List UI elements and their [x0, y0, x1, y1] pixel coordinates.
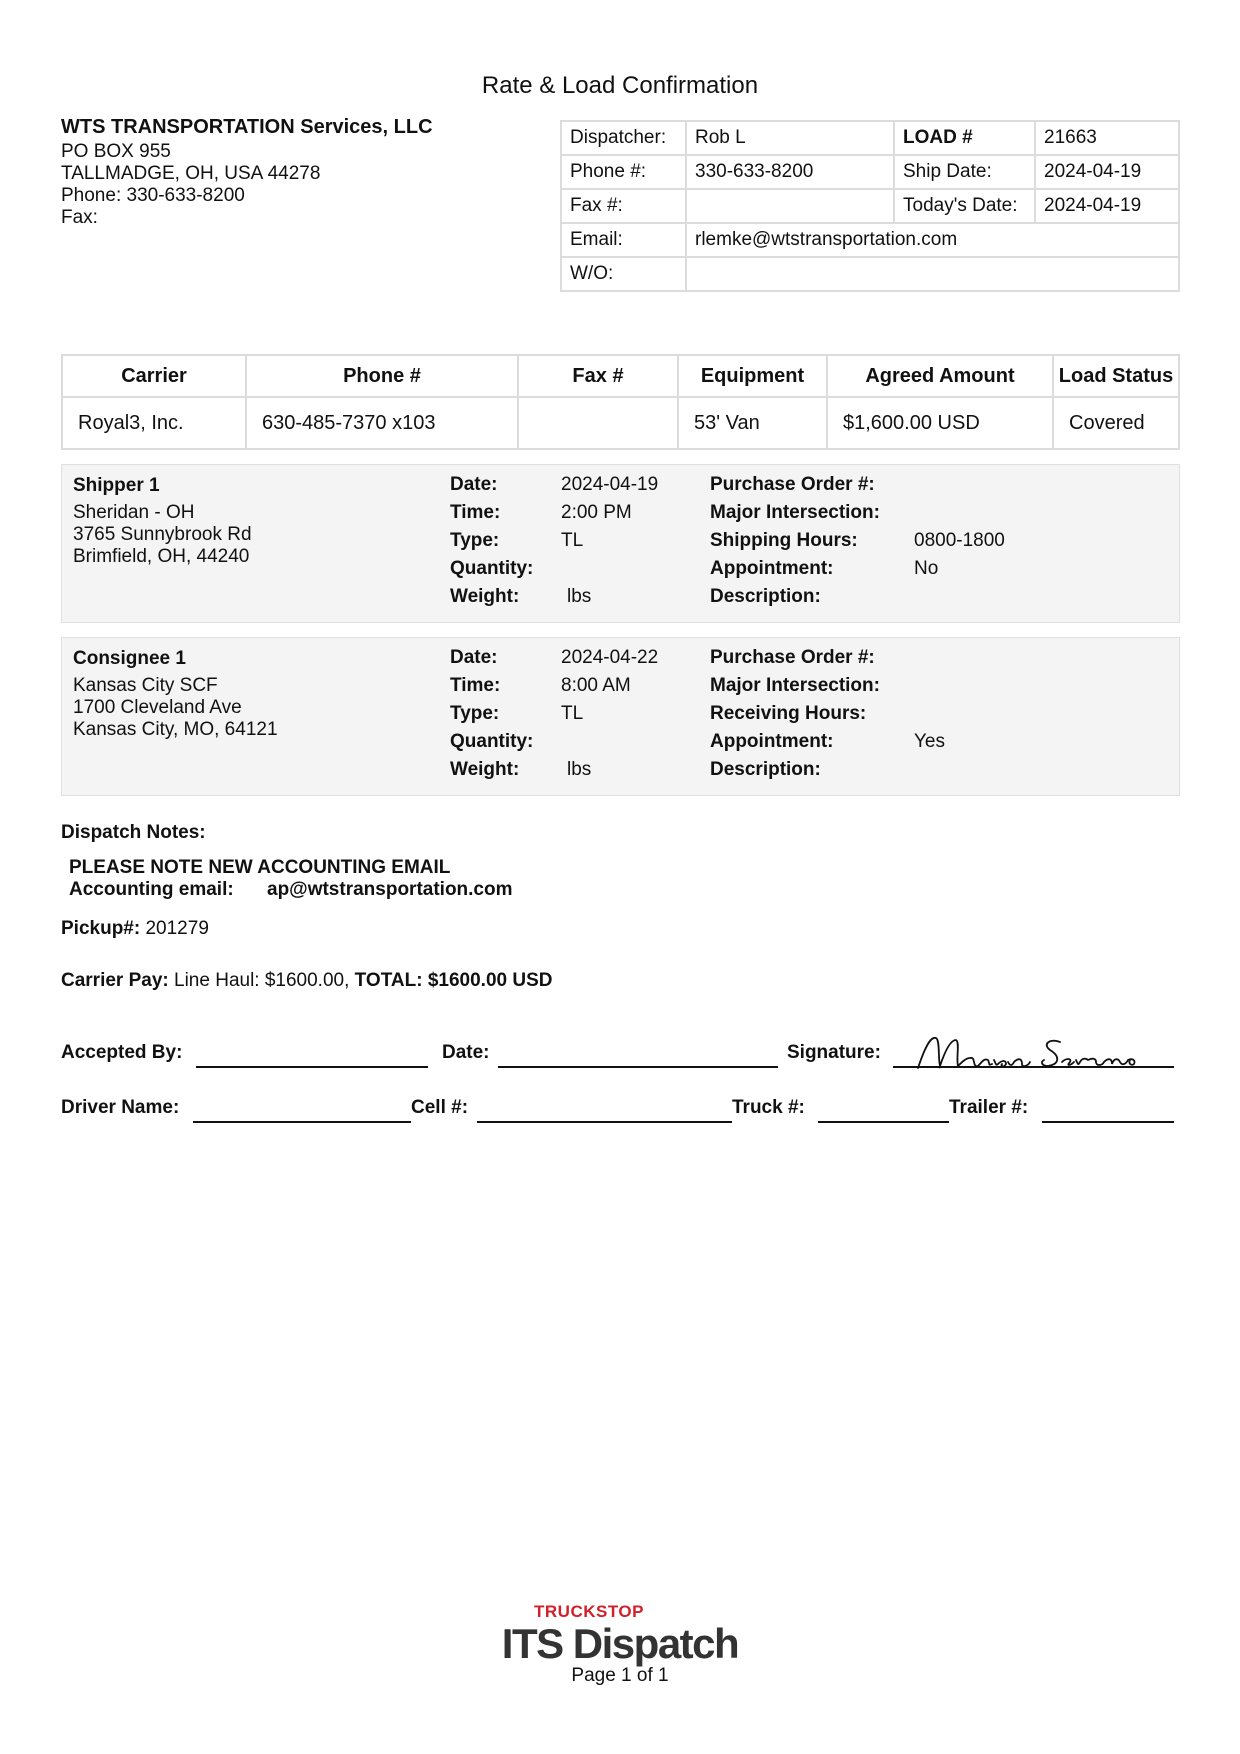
carrier-phone: 630-485-7370 x103	[246, 397, 518, 449]
company-address-line1: PO BOX 955	[61, 141, 171, 162]
col-header-equipment: Equipment	[678, 355, 827, 397]
consignee-hours-value	[914, 700, 945, 728]
consignee-intersection-value	[914, 672, 945, 700]
consignee-description-label: Description:	[710, 759, 821, 780]
consignee-type-value: TL	[561, 703, 584, 724]
cell-label: Cell #:	[411, 1097, 469, 1118]
company-phone: Phone: 330-633-8200	[61, 185, 245, 206]
col-header-phone: Phone #	[246, 355, 518, 397]
todays-date-label: Today's Date:	[894, 189, 1035, 223]
consignee-po-value	[914, 644, 945, 672]
document-title: Rate & Load Confirmation	[481, 72, 759, 99]
dispatch-notes	[69, 857, 513, 901]
shipper-intersection-value	[914, 499, 1005, 527]
shipper-intersection-label: Major Intersection:	[710, 502, 880, 523]
carrier-equipment: 53' Van	[678, 397, 827, 449]
accounting-email-label: Accounting email:	[69, 879, 234, 900]
consignee-hours-label: Receiving Hours:	[710, 703, 867, 724]
shipper-weight-value: lbs	[567, 586, 592, 607]
logo-brand-main: ITS Dispatch	[501, 1620, 739, 1667]
dispatcher-email-value: rlemke@wtstransportation.com	[686, 223, 1179, 257]
carrier-pay	[61, 970, 552, 992]
shipper-detail-labels	[710, 471, 880, 611]
consignee-date-value: 2024-04-22	[561, 647, 659, 668]
consignee-appointment-label: Appointment:	[710, 731, 834, 752]
ship-date-value: 2024-04-19	[1035, 155, 1179, 189]
shipper-po-label: Purchase Order #:	[710, 474, 875, 495]
carrier-pay-line-haul: Line Haul: $1600.00,	[174, 970, 350, 991]
consignee-block	[61, 637, 1180, 796]
work-order-value	[686, 257, 1179, 291]
carrier-load-status: Covered	[1053, 397, 1179, 449]
shipper-description-label: Description:	[710, 586, 821, 607]
consignee-description-value	[914, 756, 945, 784]
dispatch-info-table	[560, 120, 1180, 292]
consignee-time-label: Time:	[450, 675, 501, 696]
shipper-name: Sheridan - OH	[73, 502, 195, 523]
shipper-date-label: Date:	[450, 474, 498, 495]
accept-date-label: Date:	[442, 1042, 490, 1063]
col-header-fax: Fax #	[518, 355, 678, 397]
todays-date-value: 2024-04-19	[1035, 189, 1179, 223]
logo-brand-top: TRUCKSTOP	[534, 1602, 644, 1621]
shipper-title: Shipper 1	[73, 475, 160, 496]
consignee-field-labels	[450, 644, 533, 784]
truck-label: Truck #:	[732, 1097, 805, 1118]
consignee-street: 1700 Cleveland Ave	[73, 697, 242, 718]
work-order-label: W/O:	[561, 257, 686, 291]
driver-name-label: Driver Name:	[61, 1097, 180, 1118]
company-address-line2: TALLMADGE, OH, USA 44278	[61, 163, 321, 184]
shipper-city: Brimfield, OH, 44240	[73, 546, 250, 567]
col-header-carrier: Carrier	[62, 355, 246, 397]
dispatcher-label: Dispatcher:	[561, 121, 686, 155]
shipper-date-value: 2024-04-19	[561, 474, 659, 495]
truck-field[interactable]	[818, 1121, 949, 1123]
dispatch-notes-heading: Dispatch Notes:	[61, 822, 206, 843]
shipper-street: 3765 Sunnybrook Rd	[73, 524, 252, 545]
shipper-party	[73, 475, 252, 568]
handwritten-signature	[910, 1028, 1150, 1078]
carrier-agreed-amount: $1,600.00 USD	[827, 397, 1053, 449]
accounting-email-line	[69, 879, 513, 901]
page-number: Page 1 of 1	[571, 1665, 669, 1686]
carrier-table-header	[62, 355, 1179, 397]
cell-field[interactable]	[477, 1121, 732, 1123]
shipper-quantity-value	[561, 555, 658, 583]
shipper-time-label: Time:	[450, 502, 501, 523]
carrier-table	[61, 354, 1180, 450]
consignee-weight-value: lbs	[567, 759, 592, 780]
shipper-weight-label: Weight:	[450, 586, 520, 607]
consignee-appointment-value: Yes	[914, 731, 945, 752]
shipper-time-value: 2:00 PM	[561, 502, 632, 523]
load-number-label: LOAD #	[894, 121, 1035, 155]
pickup-value: 201279	[145, 918, 209, 939]
shipper-block	[61, 464, 1180, 623]
pickup-number	[61, 918, 209, 940]
consignee-po-label: Purchase Order #:	[710, 647, 875, 668]
dispatcher-fax-value	[686, 189, 894, 223]
consignee-type-label: Type:	[450, 703, 500, 724]
accounting-email-value: ap@wtstransportation.com	[267, 879, 513, 900]
carrier-fax	[518, 397, 678, 449]
trailer-field[interactable]	[1042, 1121, 1174, 1123]
col-header-load-status: Load Status	[1053, 355, 1179, 397]
accepted-by-field[interactable]	[196, 1066, 428, 1068]
consignee-detail-values	[914, 644, 945, 784]
shipper-type-label: Type:	[450, 530, 500, 551]
consignee-field-values	[561, 644, 658, 784]
shipper-po-value	[914, 471, 1005, 499]
dispatcher-fax-label: Fax #:	[561, 189, 686, 223]
consignee-title: Consignee 1	[73, 648, 186, 669]
dispatcher-email-label: Email:	[561, 223, 686, 257]
consignee-detail-labels	[710, 644, 880, 784]
shipper-appointment-label: Appointment:	[710, 558, 834, 579]
shipper-quantity-label: Quantity:	[450, 558, 534, 579]
shipper-hours-value: 0800-1800	[914, 530, 1005, 551]
shipper-field-labels	[450, 471, 533, 611]
consignee-name: Kansas City SCF	[73, 675, 218, 696]
company-name: WTS TRANSPORTATION Services, LLC	[61, 116, 433, 138]
shipper-appointment-value: No	[914, 558, 939, 579]
ship-date-label: Ship Date:	[894, 155, 1035, 189]
carrier-pay-total: TOTAL: $1600.00 USD	[354, 970, 553, 991]
driver-name-field[interactable]	[193, 1121, 411, 1123]
consignee-date-label: Date:	[450, 647, 498, 668]
company-fax: Fax:	[61, 207, 98, 228]
truckstop-logo	[0, 1602, 1240, 1666]
carrier-pay-label: Carrier Pay:	[61, 970, 169, 991]
col-header-agreed-amount: Agreed Amount	[827, 355, 1053, 397]
consignee-time-value: 8:00 AM	[561, 675, 631, 696]
load-number-value: 21663	[1035, 121, 1179, 155]
consignee-city: Kansas City, MO, 64121	[73, 719, 278, 740]
dispatcher-phone-label: Phone #:	[561, 155, 686, 189]
consignee-quantity-label: Quantity:	[450, 731, 534, 752]
accepted-by-label: Accepted By:	[61, 1042, 183, 1063]
signature-label: Signature:	[787, 1042, 881, 1063]
shipper-hours-label: Shipping Hours:	[710, 530, 858, 551]
shipper-type-value: TL	[561, 530, 584, 551]
dispatch-note-line: PLEASE NOTE NEW ACCOUNTING EMAIL	[69, 857, 451, 878]
accept-date-field[interactable]	[498, 1066, 778, 1068]
carrier-name: Royal3, Inc.	[62, 397, 246, 449]
company-block	[61, 116, 433, 229]
dispatcher-value: Rob L	[686, 121, 894, 155]
consignee-intersection-label: Major Intersection:	[710, 675, 880, 696]
trailer-label: Trailer #:	[949, 1097, 1029, 1118]
table-row	[62, 397, 1179, 449]
dispatcher-phone-value: 330-633-8200	[686, 155, 894, 189]
shipper-detail-values	[914, 471, 1005, 611]
consignee-weight-label: Weight:	[450, 759, 520, 780]
shipper-description-value	[914, 583, 1005, 611]
pickup-label: Pickup#:	[61, 918, 141, 939]
consignee-party	[73, 648, 278, 741]
shipper-field-values	[561, 471, 658, 611]
consignee-quantity-value	[561, 728, 658, 756]
